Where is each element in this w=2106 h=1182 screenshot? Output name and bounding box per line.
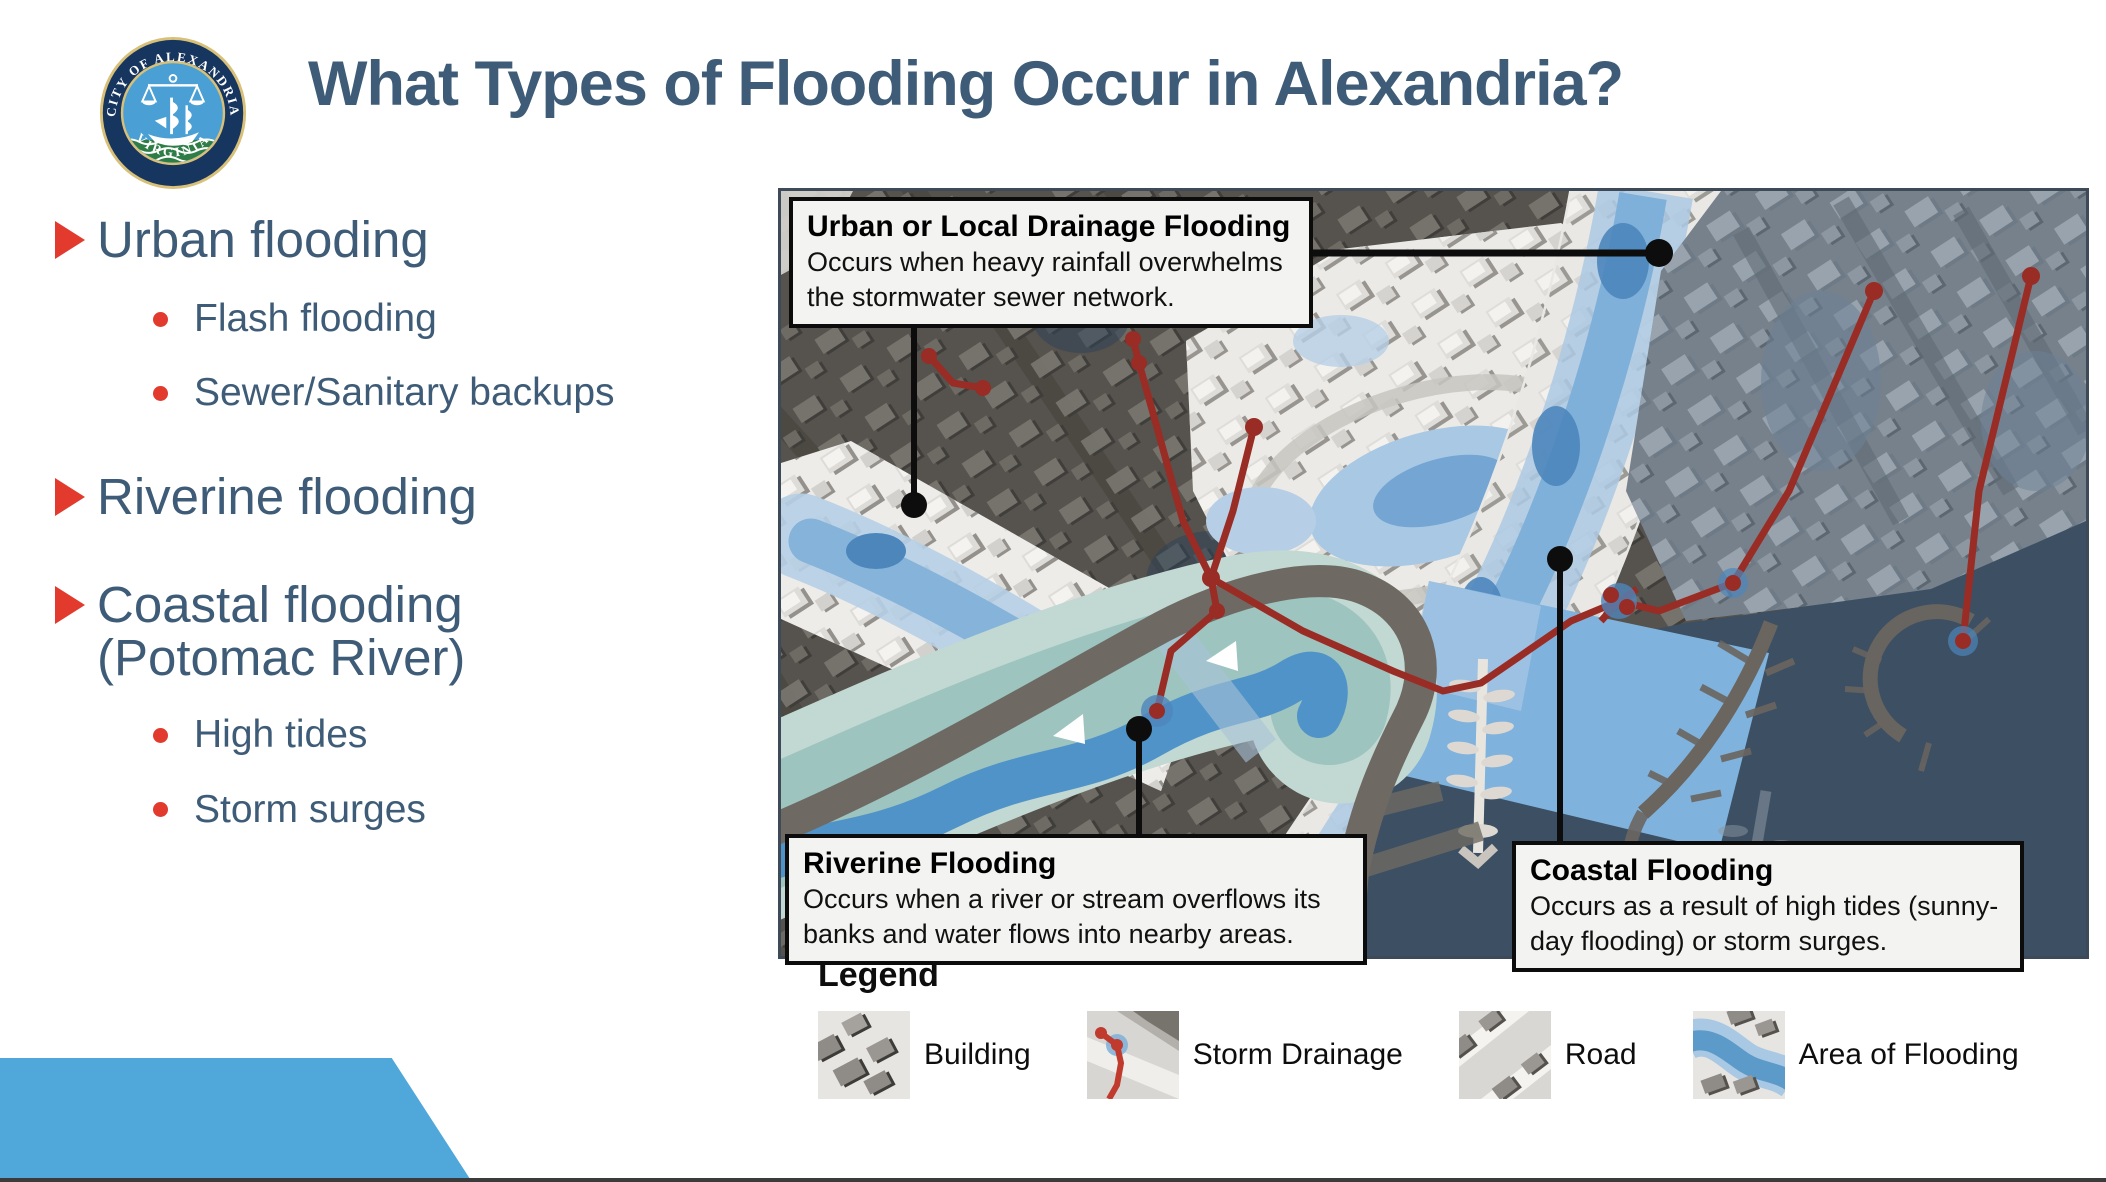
flooding-map-illustration [778, 188, 2089, 959]
list-item-label: Sewer/Sanitary backups [194, 371, 615, 415]
legend-label: Area of Flooding [1798, 1038, 2019, 1071]
seal-icon [98, 34, 248, 192]
callout-riverine-flooding [785, 834, 1367, 965]
callout-title: Urban or Local Drainage Flooding [807, 210, 1291, 243]
list-item-label: Urban flooding [97, 211, 429, 268]
map-legend [818, 956, 2088, 1099]
area-of-flooding-swatch-icon [1693, 1011, 1785, 1099]
list-item-label-line2: (Potomac River) [97, 628, 466, 686]
city-of-alexandria-seal-logo [98, 34, 248, 192]
dot-bullet-icon [153, 802, 168, 817]
seal-ring-text-bottom: VIRGINIA [132, 130, 214, 160]
legend-item-road [1459, 1011, 1637, 1099]
road-swatch-icon [1459, 1011, 1551, 1099]
slide-bottom-rule [0, 1178, 2106, 1182]
callout-body: Occurs when a river or stream overflows its banks and water flows into nearby areas. [803, 884, 1321, 949]
dot-bullet-icon [153, 312, 168, 327]
callout-title: Coastal Flooding [1530, 854, 1774, 887]
list-item-high-tides [153, 710, 735, 761]
list-item-urban-flooding [55, 208, 735, 272]
legend-heading: Legend [818, 956, 939, 994]
callout-body: Occurs when heavy rainfall overwhelms the stormwater sewer network. [807, 247, 1283, 312]
list-item-label: High tides [194, 712, 368, 756]
arrow-bullet-icon [55, 586, 85, 624]
legend-item-area-of-flooding [1693, 1011, 2019, 1099]
building-swatch-icon [818, 1011, 910, 1099]
legend-item-building [818, 1011, 1031, 1099]
legend-label: Road [1564, 1038, 1637, 1071]
bullet-list [55, 208, 735, 859]
arrow-bullet-icon [55, 221, 85, 259]
dot-bullet-icon [153, 728, 168, 743]
list-item-storm-surges [153, 785, 735, 836]
list-item-sewer-backups [153, 368, 735, 419]
decorative-blue-band [0, 1058, 472, 1182]
list-item-label: Coastal flooding [97, 575, 463, 633]
callout-title: Riverine Flooding [803, 847, 1057, 880]
list-item-label: Storm surges [194, 787, 426, 831]
legend-label: Building [924, 1038, 1031, 1071]
list-item-riverine-flooding [55, 465, 735, 529]
dot-bullet-icon [153, 386, 168, 401]
list-item-label: Riverine flooding [97, 468, 477, 526]
seal-ring-text-top: CITY OF ALEXANDRIA [103, 48, 243, 118]
legend-item-storm-drainage [1087, 1011, 1403, 1099]
storm-drainage-swatch-icon [1087, 1011, 1179, 1099]
arrow-bullet-icon [55, 478, 85, 516]
list-item-flash-flooding [153, 294, 735, 345]
legend-label: Storm Drainage [1192, 1038, 1403, 1071]
callout-coastal-flooding [1512, 841, 2024, 972]
callout-body: Occurs as a result of high tides (sunny-day flooding) or storm surges. [1530, 891, 1999, 956]
callout-urban-drainage-flooding [789, 197, 1313, 328]
list-item-label: Flash flooding [194, 296, 437, 340]
legend-row [818, 1011, 2088, 1099]
page-title: What Types of Flooding Occur in Alexandria? [308, 49, 1624, 119]
